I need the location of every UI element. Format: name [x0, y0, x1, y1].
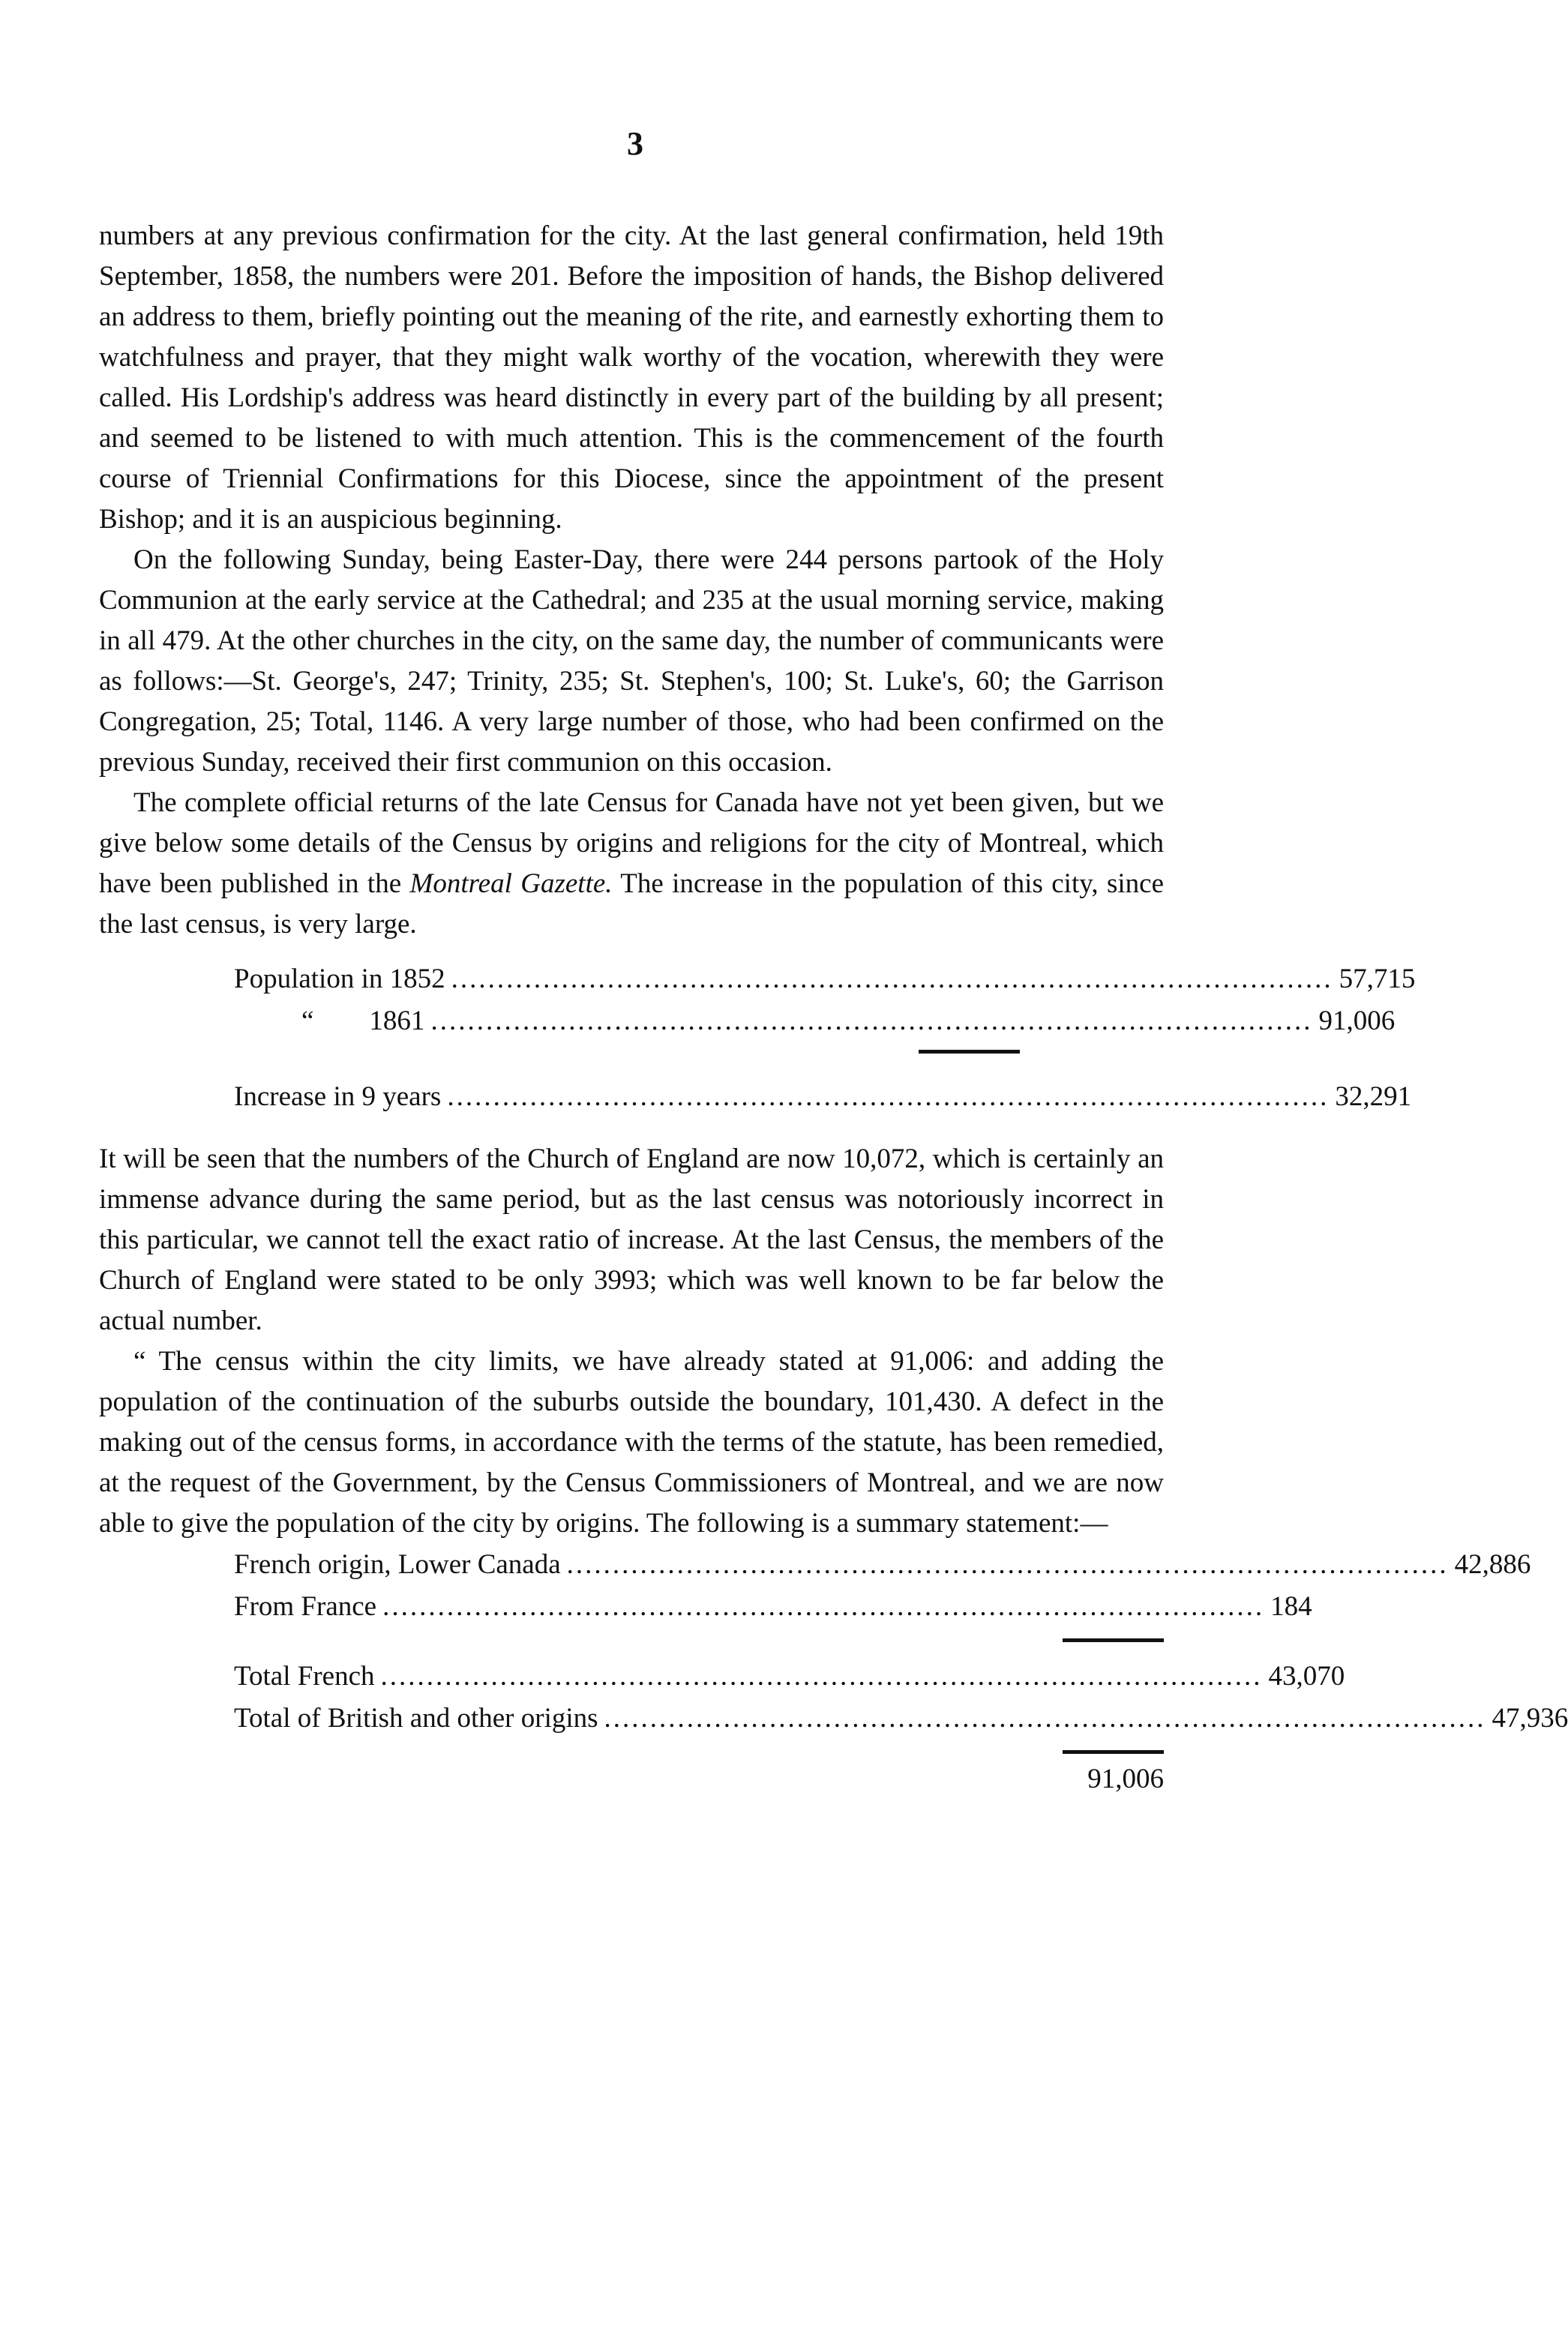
- row-label: “ 1861: [301, 1006, 425, 1036]
- leader-dots: ................................................................................................: [451, 964, 1333, 994]
- row-value: 57,715: [1339, 964, 1416, 994]
- sum-rule: [1063, 1750, 1164, 1754]
- sum-rule-wrap: [234, 1638, 1164, 1642]
- paragraph-text: It will be seen that the numbers of the Church of England are now 10,072, which is certainly an immense advance during the same period, but as the last census was notoriously incorrect in this particular, we cannot tell the exact ratio of increase. At the last Census, the members of the Church of England were stated to be only 3993; which was well known to be far below the actual number.: [99, 1144, 1164, 1336]
- table-row-total: [234, 1076, 1412, 1118]
- leader-dots: ................................................................................................: [382, 1591, 1265, 1622]
- paragraph-census: [99, 783, 1164, 945]
- sum-rule: [919, 1050, 1020, 1054]
- sum-rule-wrap: [234, 1750, 1164, 1754]
- row-label: From France: [234, 1591, 377, 1622]
- row-value: 32,291: [1335, 1081, 1412, 1112]
- leader-dots: ................................................................................................: [380, 1661, 1263, 1692]
- paragraph-text: On the following Sunday, being Easter-Day, there were 244 persons partook of the Holy Communion at the early service at the Cathedral; and 235 at the usual morning service, making in all 479. At the other churches in the city, on the same day, the number of communicants were as follows:—St. George's, 247; Trinity, 235; St. Stephen's, 100; St. Luke's, 60; the Garrison Congregation, 25; Total, 1146. A very large number of those, who had been confirmed on the previous Sunday, received their first communion on this occasion.: [99, 544, 1164, 778]
- leader-dots: ................................................................................................: [430, 1006, 1313, 1036]
- paragraph-census-quote: [99, 1341, 1164, 1544]
- leader-dots: ................................................................................................: [447, 1081, 1330, 1112]
- page-number: 3: [627, 125, 643, 162]
- paragraph-text: numbers at any previous confirmation for the city. At the last general confirmation, held 19th September, 1858, the numbers were 201. Before the imposition of hands, the Bishop delivered an address to them, briefly pointing out the meaning of the rite, and earnestly exhorting them to watchfulness and prayer, that they might walk worthy of the vocation, wherewith they were called. His Lordship's address was heard distinctly in every part of the building by all present; and seemed to be listened to with much attention. This is the commencement of the fourth course of Triennial Confirmations for this Diocese, since the appointment of the present Bishop; and it is an auspicious beginning.: [99, 220, 1164, 535]
- sum-rule-wrap: [234, 1050, 1020, 1054]
- paragraph-text-after: The increase in the population of this city, since the last census, is very large.: [99, 868, 1164, 940]
- row-label: Population in 1852: [234, 964, 445, 994]
- table-row: [234, 1544, 1531, 1586]
- table-row: [234, 1698, 1568, 1740]
- paragraph-text-before: The complete official returns of the late Census for Canada have not yet been given, but we give below some details of the Census by origins and religions for the city of Montreal, which have been published in the: [99, 787, 1164, 899]
- table-row-grand-total: [234, 1758, 1164, 1800]
- table-row: [234, 1000, 1396, 1042]
- row-value: 43,070: [1268, 1661, 1345, 1692]
- table-row: [234, 1586, 1312, 1628]
- leader-dots: ................................................................................................: [566, 1549, 1449, 1580]
- table-row: [234, 1656, 1345, 1698]
- row-value: 91,006: [1318, 1006, 1396, 1036]
- row-value: 184: [1270, 1591, 1312, 1622]
- grand-total-value: 91,006: [1087, 1764, 1164, 1794]
- paragraph-easter: [99, 540, 1164, 783]
- newspaper-title: Montreal Gazette.: [409, 868, 613, 899]
- population-table: [234, 958, 1416, 1118]
- row-label: Increase in 9 years: [234, 1081, 442, 1112]
- leader-dots: ................................................................................................: [604, 1703, 1486, 1734]
- row-label: Total French: [234, 1661, 375, 1692]
- row-label: Total of British and other origins: [234, 1703, 598, 1734]
- row-value: 47,936: [1492, 1703, 1568, 1734]
- origins-table: [234, 1544, 1568, 1800]
- page-body: [99, 216, 1568, 1800]
- paragraph-confirmation: [99, 216, 1164, 540]
- row-value: 42,886: [1454, 1549, 1531, 1580]
- sum-rule: [1063, 1638, 1164, 1642]
- paragraph-text: [99, 783, 1164, 945]
- paragraph-church-england: [99, 1139, 1164, 1341]
- row-label: French origin, Lower Canada: [234, 1549, 561, 1580]
- table-row: [234, 958, 1416, 1000]
- paragraph-text: “ The census within the city limits, we have already stated at 91,006: and adding the population of the continuation of the suburbs outside the boundary, 101,430. A defect in the making out of the census forms, in accordance with the terms of the statute, has been remedied, at the request of the Government, by the Census Commissioners of Montreal, and we are now able to give the population of the city by origins. The following is a summary statement:—: [99, 1346, 1164, 1539]
